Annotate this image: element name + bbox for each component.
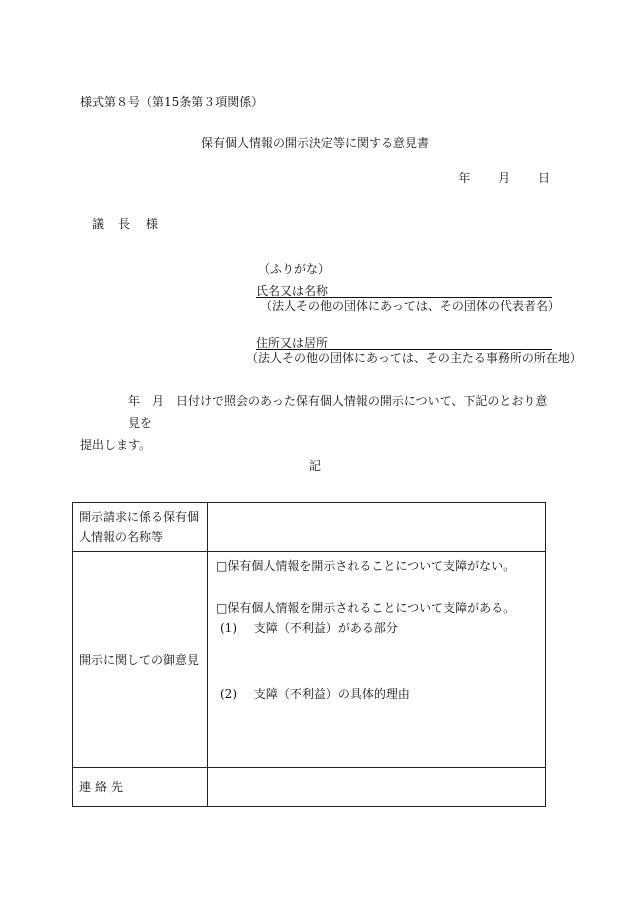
addressee-honorific: 様 xyxy=(145,217,159,231)
ki-heading: 記 xyxy=(308,459,321,473)
issue-item-1 xyxy=(216,618,537,638)
body-line-2: 提出します。 xyxy=(80,438,152,452)
opinion-label-cell xyxy=(73,552,208,768)
issue-item-1-number: (1) xyxy=(220,621,237,635)
furigana-label: （ふりがな） xyxy=(258,262,331,276)
addressee-name: 議 長 xyxy=(92,217,132,231)
name-note: （法人その他の団体にあっては、その団体の代表者名） xyxy=(260,299,560,313)
date-year: 年 xyxy=(458,171,471,185)
addressee xyxy=(92,218,169,230)
body-line-1: 年 月 日付けで照会のあった保有個人情報の開示について、下記のとおり意見を xyxy=(128,394,548,430)
date-day: 日 xyxy=(537,171,550,185)
contact-label-cell xyxy=(73,768,208,807)
issue-item-2-number: (2) xyxy=(220,687,237,701)
name-underline[interactable] xyxy=(256,297,552,298)
table-row-info-name xyxy=(73,503,546,552)
address-label: 住所又は居所 xyxy=(256,336,329,350)
contact-label: 連絡先 xyxy=(79,780,128,794)
opinion-field[interactable] xyxy=(208,552,546,768)
contact-field[interactable] xyxy=(208,768,546,807)
document-title: 保有個人情報の開示決定等に関する意見書 xyxy=(200,136,429,150)
body-paragraph xyxy=(80,390,550,456)
info-name-label-cell xyxy=(73,503,208,552)
address-underline[interactable] xyxy=(256,349,552,350)
contact-value xyxy=(208,768,545,776)
issue-item-2-text: 支障（不利益）の具体的理由 xyxy=(253,687,410,701)
table-row-opinion xyxy=(73,552,546,768)
issue-item-2 xyxy=(216,684,537,704)
option-no-issue[interactable]: □保有個人情報を開示されることについて支障がない。 xyxy=(216,559,516,573)
option-issue[interactable]: □保有個人情報を開示されることについて支障がある。 xyxy=(216,601,516,615)
issue-item-1-text: 支障（不利益）がある部分 xyxy=(253,621,398,635)
info-name-value xyxy=(208,503,545,511)
opinion-label: 開示に関しての御意見 xyxy=(79,652,200,667)
info-name-label: 開示請求に係る保有個人情報の名称等 xyxy=(79,510,200,544)
info-name-field[interactable] xyxy=(208,503,546,552)
name-label: 氏名又は名称 xyxy=(256,284,329,298)
date-month: 月 xyxy=(498,171,511,185)
address-note: （法人その他の団体にあっては、その主たる事務所の所在地） xyxy=(246,351,582,365)
opinion-table xyxy=(72,502,546,807)
date-line xyxy=(434,172,550,184)
table-row-contact xyxy=(73,768,546,807)
opinion-options xyxy=(208,552,545,708)
form-number: 様式第８号（第15条第３項関係） xyxy=(80,95,264,109)
